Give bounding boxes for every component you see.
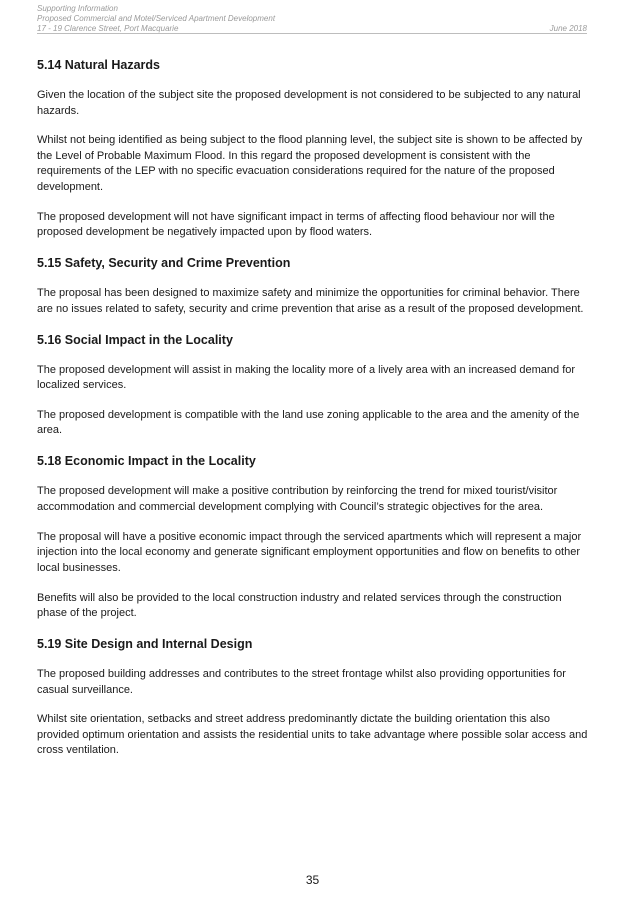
header-divider [37, 33, 587, 34]
header-line-2: Proposed Commercial and Motel/Serviced Apartment Development [37, 14, 276, 23]
section-social-impact [37, 332, 589, 439]
paragraph: Given the location of the subject site the proposed development is not considered to be subjected to any natural hazards. [37, 89, 581, 117]
paragraph: The proposed development will make a positive contribution by reinforcing the trend for mixed tourist/visitor accommodation and commercial development complying with Council’s strategic objectives for the area. [37, 485, 558, 513]
section-natural-hazards [37, 57, 589, 241]
header-address: 17 - 19 Clarence Street, Port Macquarie [37, 24, 179, 33]
paragraph: The proposed building addresses and contributes to the street frontage whilst also providing opportunities for casual surveillance. [37, 668, 566, 696]
section-heading: 5.19 Site Design and Internal Design [37, 637, 253, 652]
paragraph: The proposed development is compatible with the land use zoning applicable to the area and the amenity of the area. [37, 408, 580, 437]
section-heading: 5.15 Safety, Security and Crime Prevention [37, 256, 291, 271]
page-number: 35 [305, 873, 320, 887]
page-header [37, 4, 587, 34]
paragraph: Benefits will also be provided to the local construction industry and related services through the construction phase of the project. [37, 591, 562, 620]
paragraph: Whilst site orientation, setbacks and street address predominantly dictate the building orientation this also provided optimum orientation and assists the residential units to take advantage where possible solar access and cross ventilation. [37, 713, 588, 757]
header-line-1: Supporting Information [37, 4, 118, 13]
header-date: June 2018 [549, 24, 587, 33]
section-heading: 5.16 Social Impact in the Locality [37, 332, 233, 347]
section-heading: 5.14 Natural Hazards [37, 58, 160, 72]
section-heading: 5.18 Economic Impact in the Locality [37, 454, 256, 469]
document-body [37, 57, 589, 773]
paragraph: The proposed development will assist in making the locality more of a lively area with an increased demand for localized services. [37, 363, 576, 392]
paragraph: The proposal will have a positive economic impact through the serviced apartments which will represent a major injection into the local economy and generate significant employment opportunities and flow on benefits to other local businesses. [37, 530, 582, 574]
section-safety-security [37, 255, 589, 317]
paragraph: The proposal has been designed to maximize safety and minimize the opportunities for criminal behavior. There are no issues related to safety, security and crime prevention that arise as a result of the proposed development. [37, 287, 584, 315]
paragraph: Whilst not being identified as being subject to the flood planning level, the subject site is shown to be affected by the Level of Probable Maximum Flood. In this regard the proposed development is consistent with the requirements of the LEP with no specific evacuation considerations required for the nature of the proposed development. [37, 134, 583, 193]
section-economic-impact [37, 453, 589, 621]
paragraph: The proposed development will not have significant impact in terms of affecting flood behaviour nor will the proposed development be negatively impacted upon by flood waters. [37, 210, 555, 239]
section-site-design [37, 636, 589, 759]
